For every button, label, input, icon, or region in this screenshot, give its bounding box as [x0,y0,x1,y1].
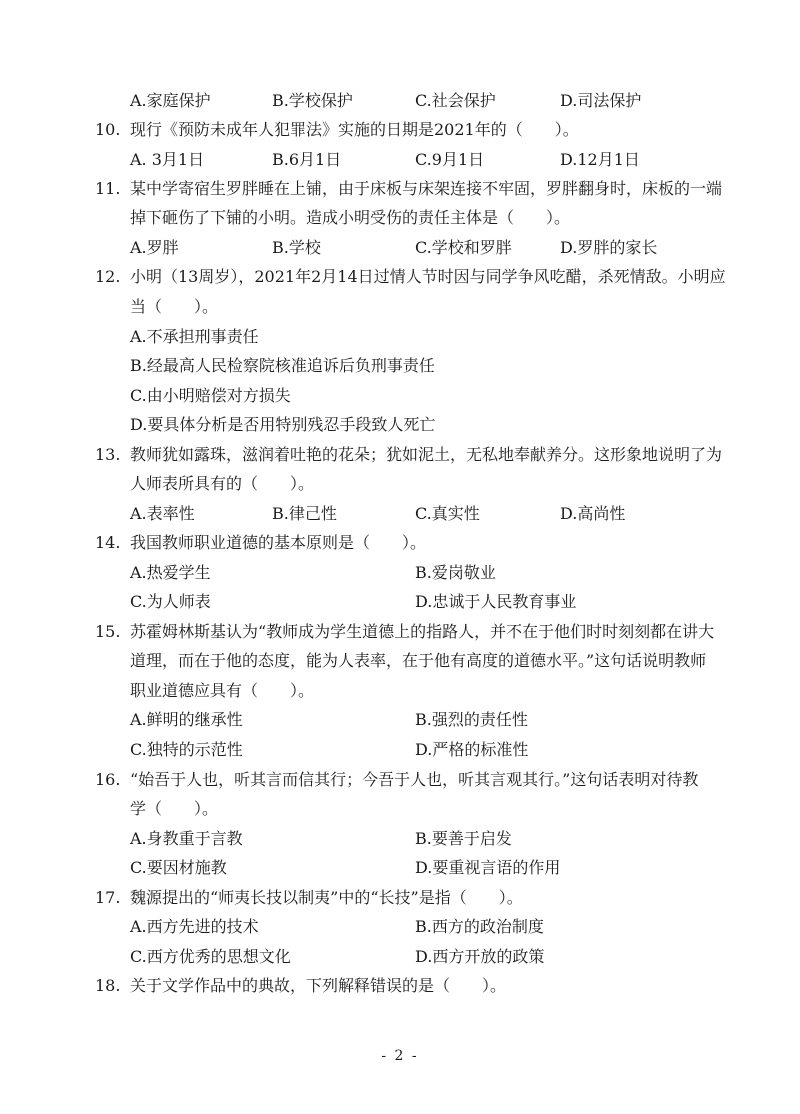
question-number: 16. [95,770,121,789]
option-b: B.西方的政治制度 [415,917,544,936]
option-c: C.社会保护 [415,91,496,110]
option-a: A.罗胖 [130,238,179,257]
option-d: D.要重视言语的作用 [415,858,561,877]
question-number: 12. [95,267,121,286]
option-d: D.西方开放的政策 [415,947,545,966]
page-number: - 2 - [381,1048,419,1064]
question-stem-line-2: 学（ ）。 [130,799,219,818]
question-stem-line-2: 当（ ）。 [130,297,219,316]
option-c: C.西方优秀的思想文化 [130,947,291,966]
option-a: A. 3月1日 [130,150,205,169]
question-stem: 魏源提出的“师夷长技以制夷”中的“长技”是指（ ）。 [130,888,523,907]
option-d: D.要具体分析是否用特别残忍手段致人死亡 [130,415,436,434]
option-a: A.表率性 [130,504,195,523]
question-number: 18. [95,976,121,995]
option-a: A.身教重于言教 [130,829,243,848]
question-number: 13. [95,445,121,464]
option-b: B.学校 [272,238,321,257]
option-d: D.罗胖的家长 [560,238,658,257]
question-stem-line-2: 人师表所具有的（ ）。 [130,474,315,493]
question-number: 14. [95,533,121,552]
question-stem-line-1: “始吾于人也，听其言而信其行；今吾于人也，听其言观其行。”这句话表明对待教 [130,770,699,789]
option-c: C.独特的示范性 [130,740,243,759]
option-a: A.不承担刑事责任 [130,327,259,346]
option-d: D.12月1日 [560,150,640,169]
question-stem-line-1: 苏霍姆林斯基认为“教师成为学生道德上的指路人，并不在于他们时时刻刻都在讲大 [130,622,715,641]
option-a: A.西方先进的技术 [130,917,259,936]
question-stem: 我国教师职业道德的基本原则是（ ）。 [130,533,427,552]
option-d: D.忠诚于人民教育事业 [415,592,577,611]
question-stem-line-1: 教师犹如露珠，滋润着吐艳的花朵；犹如泥土，无私地奉献养分。这形象地说明了为 [130,445,723,464]
option-b: B.律己性 [272,504,337,523]
question-number: 11. [95,179,121,198]
option-c: C.学校和罗胖 [415,238,512,257]
option-b: B.经最高人民检察院核准追诉后负刑事责任 [130,356,435,375]
question-stem-line-2: 道理，而在于他的态度，能为人表率，在于他有高度的道德水平。”这句话说明教师 [130,651,707,670]
option-c: C.为人师表 [130,592,211,611]
question-number: 17. [95,888,121,907]
question-stem-line-1: 某中学寄宿生罗胖睡在上铺，由于床板与床架连接不牢固，罗胖翻身时，床板的一端 [130,179,723,198]
option-a: A.鲜明的继承性 [130,710,243,729]
option-d: D.司法保护 [560,91,642,110]
option-b: B.6月1日 [272,150,342,169]
option-c: C.由小明赔偿对方损失 [130,386,291,405]
question-number: 10. [95,120,121,139]
option-d: D.严格的标准性 [415,740,529,759]
option-c: C.9月1日 [415,150,485,169]
option-c: C.真实性 [415,504,480,523]
option-a: A.家庭保护 [130,91,211,110]
question-stem: 现行《预防未成年人犯罪法》实施的日期是2021年的（ ）。 [130,120,579,139]
question-number: 15. [95,622,121,641]
option-a: A.热爱学生 [130,563,211,582]
option-b: B.强烈的责任性 [415,710,528,729]
option-b: B.要善于启发 [415,829,512,848]
option-d: D.高尚性 [560,504,626,523]
option-c: C.要因材施教 [130,858,227,877]
option-b: B.学校保护 [272,91,353,110]
question-stem-line-1: 小明（13周岁），2021年2月14日过情人节时因与同学争风吃醋，杀死情敌。小明应 [130,267,726,286]
question-stem-line-2: 掉下砸伤了下铺的小明。造成小明受伤的责任主体是（ ）。 [130,208,571,227]
option-b: B.爱岗敬业 [415,563,496,582]
question-stem: 关于文学作品中的典故，下列解释错误的是（ ）。 [130,976,507,995]
question-stem-line-3: 职业道德应具有（ ）。 [130,681,315,700]
